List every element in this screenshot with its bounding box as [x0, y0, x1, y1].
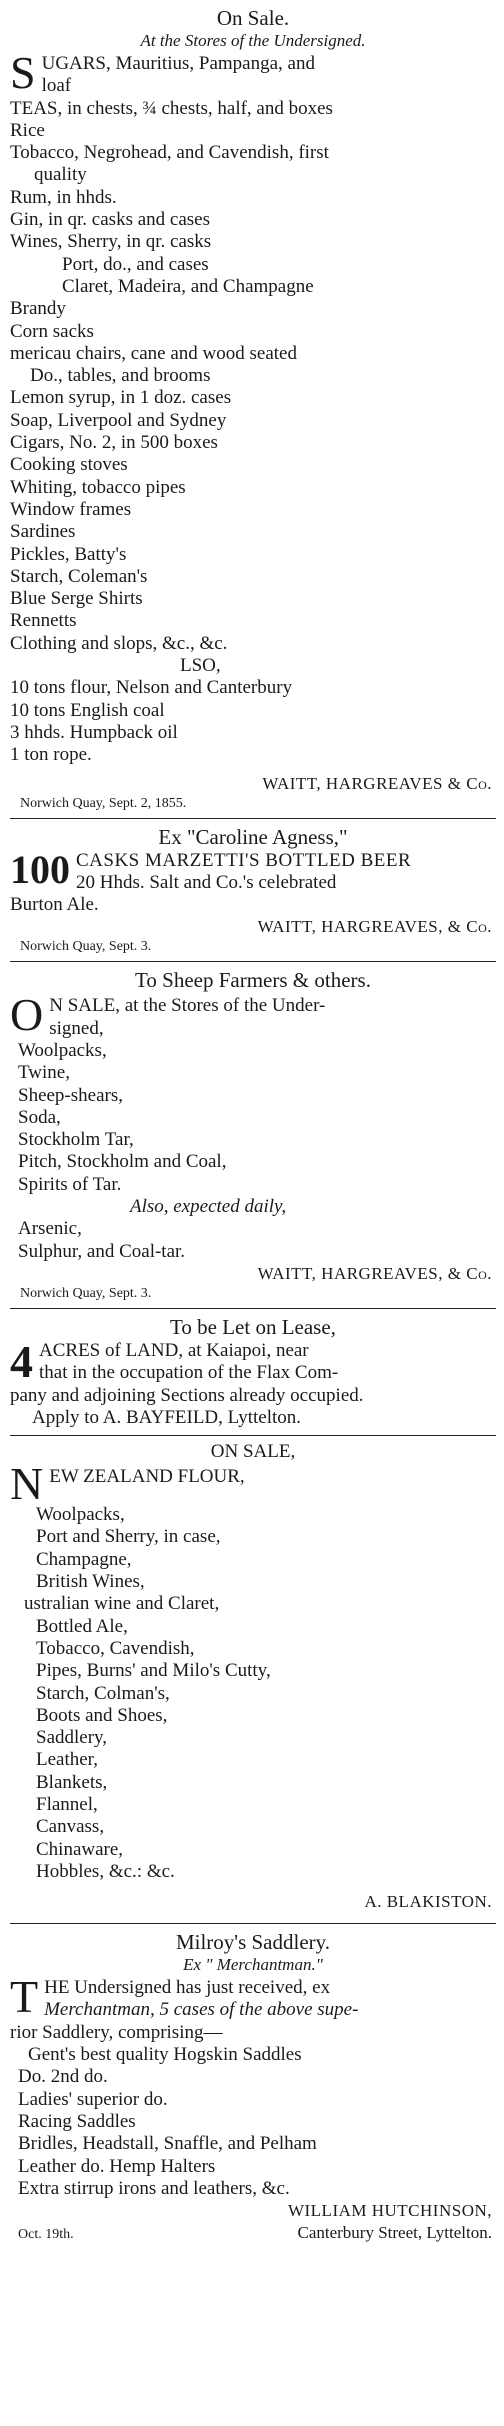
list-item: Port, do., and cases	[62, 253, 209, 275]
divider	[10, 1308, 496, 1309]
list-item: ustralian wine and Claret,	[24, 1593, 220, 1615]
item-list	[10, 1504, 496, 1883]
list-item: Rennetts	[10, 610, 77, 632]
advert-line: HE Undersigned has just received, ex	[44, 1977, 331, 1999]
list-item: Twine,	[18, 1062, 70, 1084]
advert-date: Oct. 19th.	[18, 2227, 74, 2243]
advert-title: To Sheep Farmers & others.	[135, 968, 371, 993]
advert-caroline-agness	[10, 825, 496, 956]
list-item: quality	[34, 164, 87, 186]
list-item: Corn sacks	[10, 320, 94, 342]
list-item: Pipes, Burns' and Milo's Cutty,	[36, 1660, 271, 1682]
advert-title: ON SALE,	[210, 1441, 296, 1463]
list-item: Blue Serge Shirts	[10, 588, 143, 610]
advert-line: Burton Ale.	[10, 894, 99, 916]
list-item: Leather,	[36, 1749, 99, 1771]
advert-signature	[10, 2200, 496, 2222]
list-item: Whiting, tobacco pipes	[10, 476, 186, 498]
advert-land-lease	[10, 1315, 496, 1429]
list-item: Rum, in hhds.	[10, 186, 117, 208]
advert-line: EW ZEALAND FLOUR,	[49, 1466, 245, 1488]
advert-on-sale	[10, 6, 496, 812]
list-item: Bridles, Headstall, Snaffle, and Pelham	[18, 2133, 317, 2155]
advert-date: Norwich Quay, Sept. 3.	[20, 1285, 152, 1301]
item-list	[10, 1218, 496, 1263]
list-item: 1 ton rope.	[10, 744, 92, 766]
list-item: 10 tons English coal	[10, 699, 165, 721]
list-item: Blankets,	[36, 1771, 108, 1793]
divider	[10, 1435, 496, 1436]
list-item: Soda,	[18, 1106, 61, 1128]
list-item: 10 tons flour, Nelson and Canterbury	[10, 677, 293, 699]
divider	[10, 961, 496, 962]
advert-title: On Sale.	[216, 6, 290, 30]
advert-signature	[10, 1263, 496, 1285]
advert-date: Norwich Quay, Sept. 2, 1855.	[20, 795, 187, 811]
advert-subtitle: Ex " Merchantman."	[183, 1955, 323, 1975]
advert-line: N SALE, at the Stores of the Under-	[49, 995, 326, 1017]
list-item: Boots and Shoes,	[36, 1704, 168, 1726]
advert-flour	[10, 1442, 496, 1913]
list-item: Gin, in qr. casks and cases	[10, 209, 210, 231]
advert-line: Merchantman, 5 cases of the above supe-	[44, 1999, 359, 2021]
signature-text: WILLIAM HUTCHINSON,	[287, 2201, 492, 2221]
large-number: 100	[10, 846, 70, 892]
list-item: Starch, Colman's,	[36, 1682, 170, 1704]
signature-text: WAITT, HARGREAVES, & Co.	[257, 1263, 492, 1283]
list-item: Saddlery,	[36, 1727, 108, 1749]
advert-signature	[10, 1891, 496, 1913]
item-list	[10, 1040, 496, 1196]
list-item: Sheep-shears,	[18, 1084, 123, 1106]
list-item: Lemon syrup, in 1 doz. cases	[10, 387, 232, 409]
list-item: Woolpacks,	[18, 1039, 107, 1061]
list-item: Sardines	[10, 521, 76, 543]
list-item: Flannel,	[36, 1794, 98, 1815]
list-item: Do. 2nd do.	[18, 2066, 108, 2088]
drop-cap: S	[10, 47, 36, 98]
list-item: Tobacco, Negrohead, and Cavendish, first	[10, 142, 329, 164]
list-item: Claret, Madeira, and Champagne	[62, 275, 314, 297]
list-item: Spirits of Tar.	[18, 1173, 122, 1195]
signature-text: WAITT, HARGREAVES, & Co.	[257, 917, 492, 937]
advert-line: 20 Hhds. Salt and Co.'s celebrated	[76, 871, 337, 893]
list-item: British Wines,	[36, 1571, 145, 1593]
list-item: Extra stirrup irons and leathers, &c.	[18, 2177, 290, 2199]
advert-address: Canterbury Street, Lyttelton.	[297, 2223, 492, 2243]
list-item: Ladies' superior do.	[18, 2088, 168, 2110]
advert-sheep-farmers	[10, 968, 496, 1302]
list-item: Cooking stoves	[10, 454, 128, 476]
list-item: TEAS, in chests, ¾ chests, half, and boxes	[10, 97, 333, 119]
divider	[10, 818, 496, 819]
advert-line: rior Saddlery, comprising—	[10, 2021, 223, 2043]
advert-line: pany and adjoining Sections already occupied.	[10, 1384, 364, 1406]
signature-text: A. BLAKISTON.	[364, 1892, 492, 1912]
list-item: Tobacco, Cavendish,	[36, 1637, 195, 1659]
list-item: Chinaware,	[36, 1838, 124, 1860]
list-item: Hobbles, &c.: &c.	[36, 1860, 175, 1882]
list-item: Champagne,	[36, 1548, 132, 1570]
advert-saddlery	[10, 1930, 496, 2244]
list-item: Woolpacks,	[36, 1504, 125, 1526]
advert-signature	[10, 773, 496, 795]
list-item: Starch, Coleman's	[10, 565, 148, 587]
advert-title: Milroy's Saddlery.	[175, 1930, 331, 1955]
list-item: Arsenic,	[18, 1218, 82, 1240]
large-number: 4	[10, 1335, 33, 1387]
advert-subtitle: At the Stores of the Undersigned.	[140, 31, 366, 50]
signature-text: WAITT, HARGREAVES & Co.	[262, 773, 492, 793]
list-item: Clothing and slops, &c., &c.	[10, 632, 228, 654]
item-list	[10, 2044, 496, 2200]
divider	[10, 1923, 496, 1924]
advert-title: Ex "Caroline Agness,"	[158, 824, 348, 849]
advert-signature	[10, 916, 496, 938]
list-item: mericau chairs, cane and wood seated	[10, 342, 297, 364]
advert-line: UGARS, Mauritius, Pampanga, and	[41, 53, 315, 74]
list-item: Soap, Liverpool and Sydney	[10, 409, 227, 431]
list-item: Port and Sherry, in case,	[36, 1526, 221, 1548]
list-item: Racing Saddles	[18, 2110, 136, 2132]
drop-cap: O	[10, 989, 44, 1041]
list-item: Pitch, Stockholm and Coal,	[18, 1151, 227, 1173]
list-item: Wines, Sherry, in qr. casks	[10, 231, 212, 253]
list-item: Rice	[10, 119, 45, 141]
list-item: Brandy	[10, 298, 66, 320]
list-item: Stockholm Tar,	[18, 1129, 134, 1151]
list-item: Leather do. Hemp Halters	[18, 2155, 216, 2177]
advert-date: Norwich Quay, Sept. 3.	[20, 939, 152, 955]
list-item: Canvass,	[36, 1816, 105, 1838]
list-item: Cigars, No. 2, in 500 boxes	[10, 432, 218, 454]
item-list	[10, 98, 496, 767]
advert-line: ACRES of LAND, at Kaiapoi, near	[39, 1339, 309, 1361]
advert-title: To be Let on Lease,	[170, 1314, 336, 1339]
advert-line: CASKS MARZETTI'S BOTTLED BEER	[76, 849, 412, 871]
advert-line: that in the occupation of the Flax Com-	[39, 1362, 339, 1384]
list-item: Do., tables, and brooms	[30, 365, 211, 387]
list-item: Window frames	[10, 498, 132, 520]
drop-cap: N	[10, 1458, 44, 1510]
list-item: Sulphur, and Coal-tar.	[18, 1240, 186, 1262]
list-item: 3 hhds. Humpback oil	[10, 721, 178, 743]
list-item: Gent's best quality Hogskin Saddles	[28, 2044, 302, 2066]
advert-line: Apply to A. BAYFEILD, Lyttelton.	[32, 1406, 302, 1428]
advert-line: loaf	[41, 75, 72, 97]
list-item: LSO,	[180, 655, 221, 677]
drop-cap: T	[10, 1971, 39, 2023]
list-item: Pickles, Batty's	[10, 543, 127, 565]
list-item: Bottled Ale,	[36, 1615, 128, 1637]
advert-line: signed,	[49, 1017, 104, 1039]
advert-line: Also, expected daily,	[130, 1196, 287, 1218]
